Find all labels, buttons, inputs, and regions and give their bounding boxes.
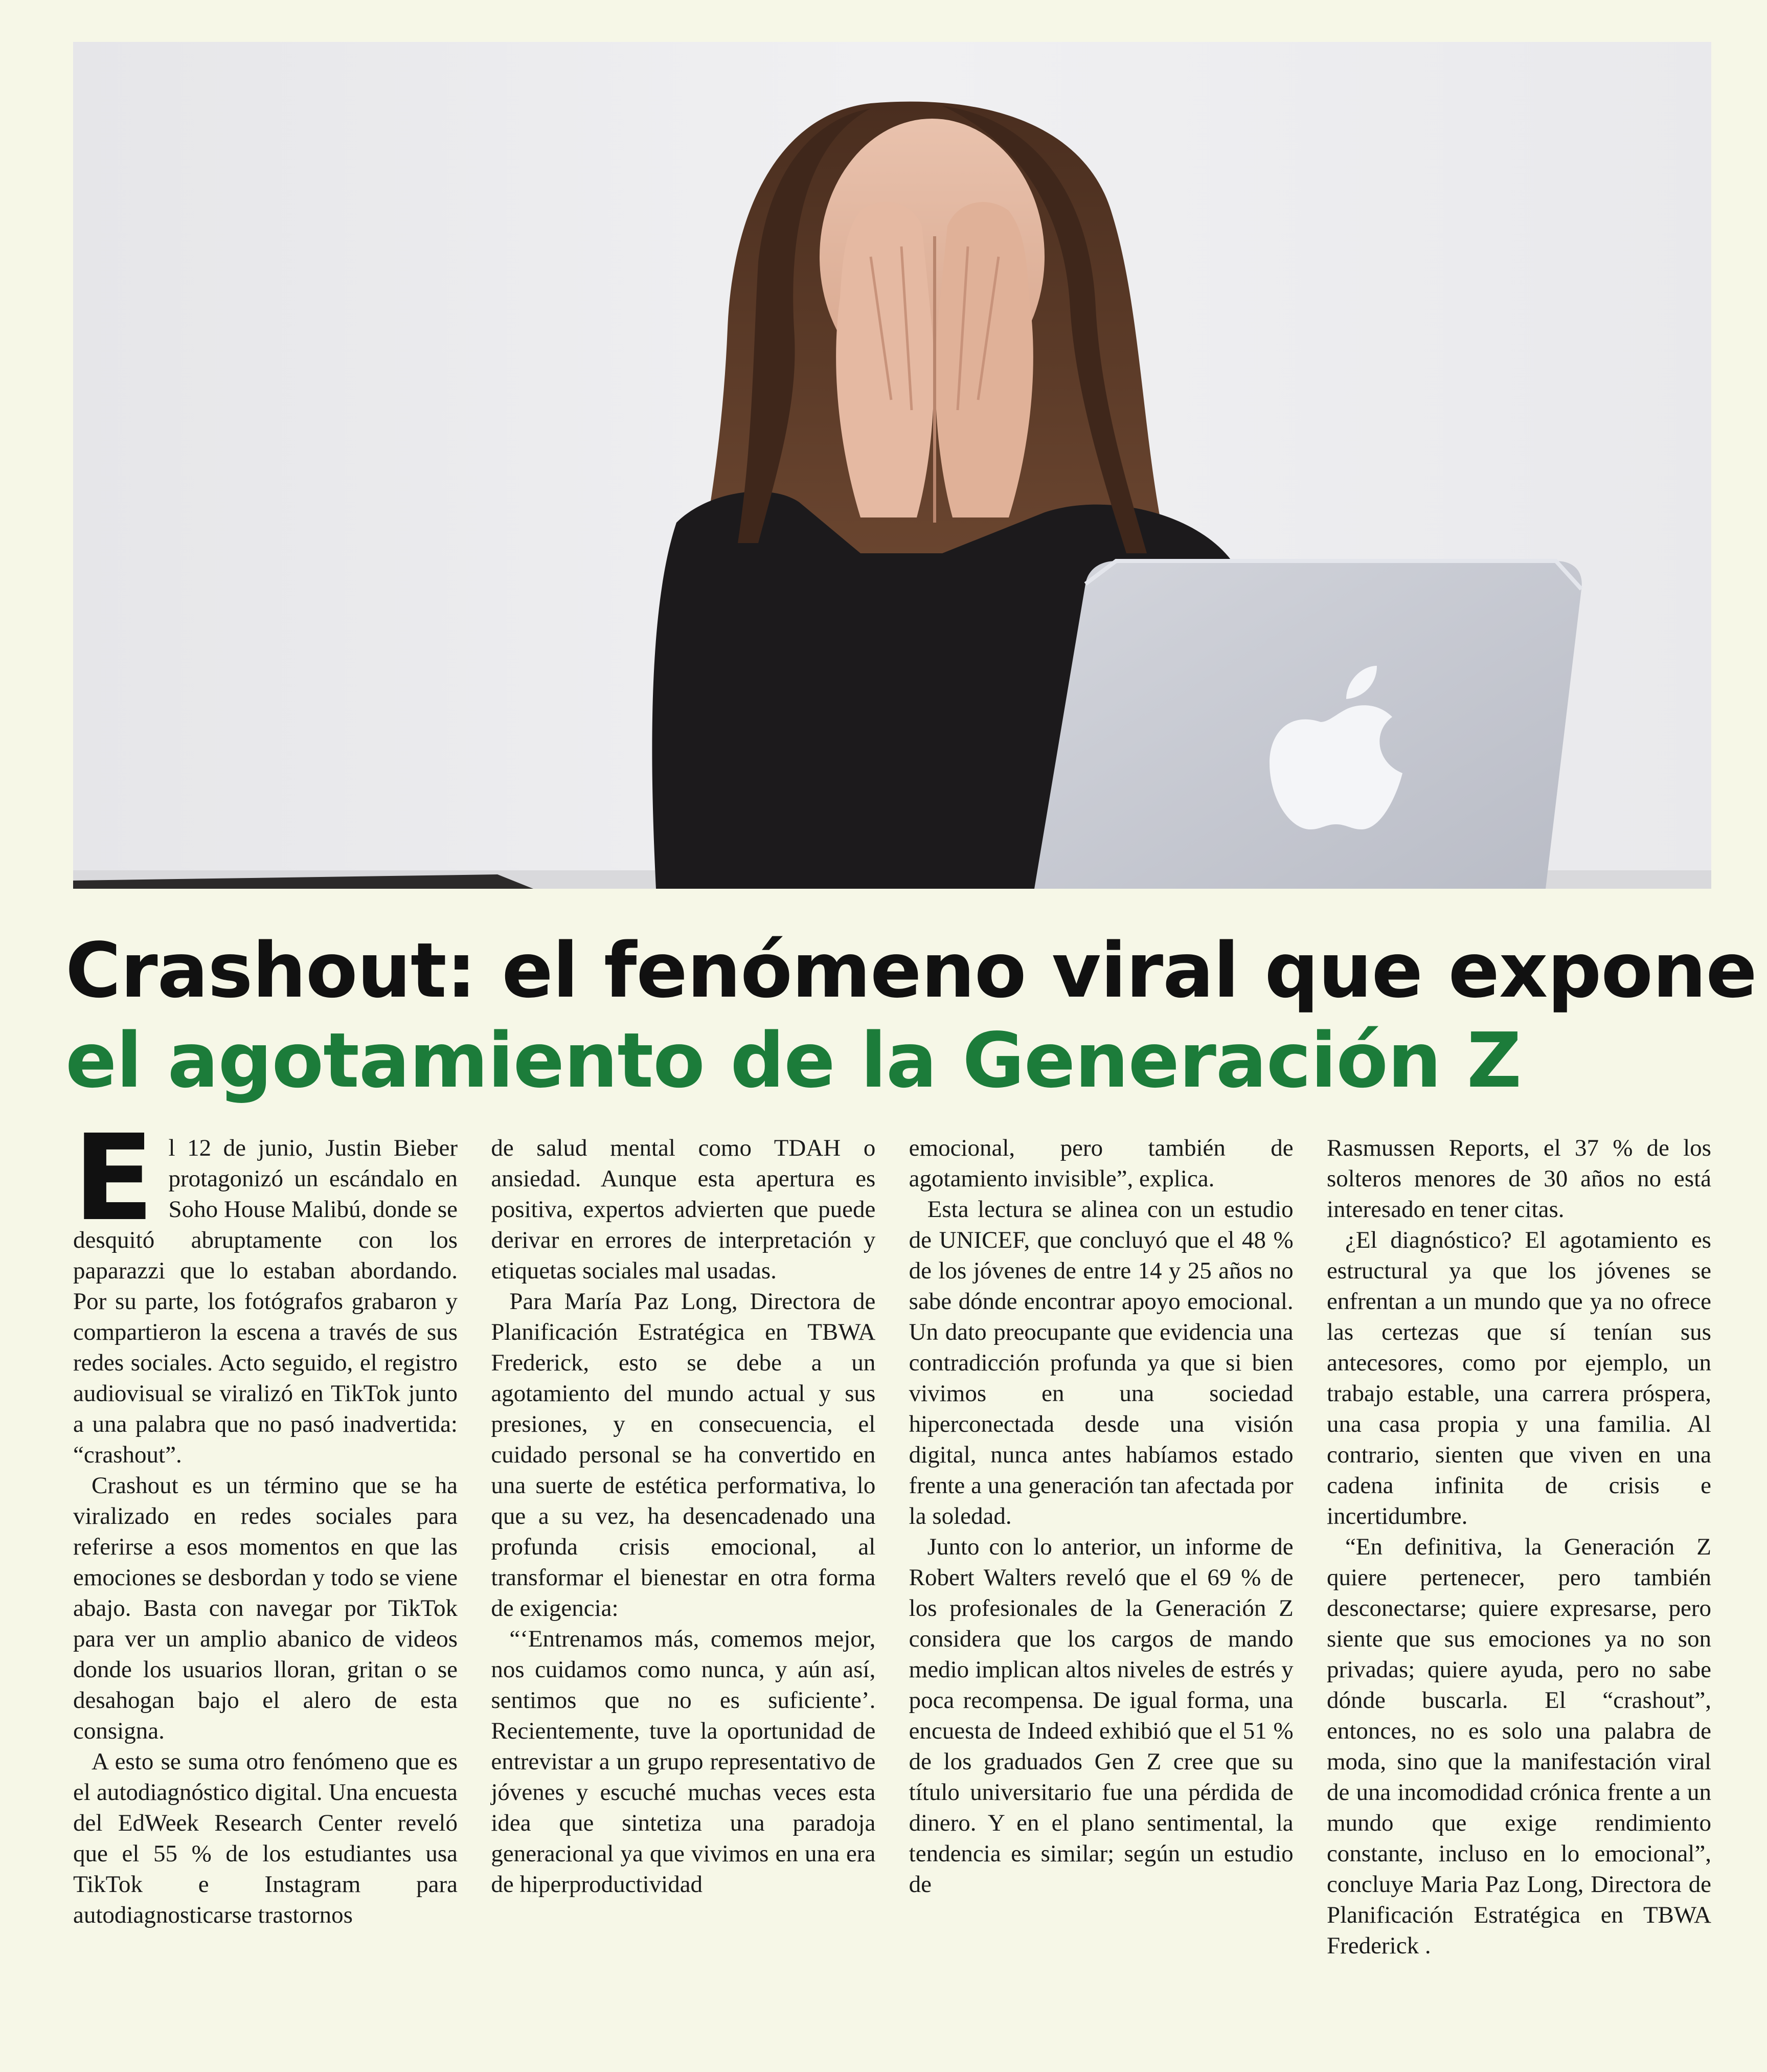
paragraph: Esta lectura se alinea con un estudio de UNICEF, que concluyó que el 48 % de los jóvenes de entre 14 y 25 años no sabe dónde encontrar apoyo emocional. Un dato preocupante que evidencia una contradicción profunda ya que si bien vivimos en una sociedad hiperconectada desde una visión digital, nunca antes habíamos estado frente a una generación tan afectada por la soledad. bbox=[909, 1196, 1294, 1529]
paragraph: l 12 de junio, Justin Bieber protagonizó un escándalo en Soho House Malibú, donde se desquitó abruptamente con los paparazzi que lo estaban abordando. Por su parte, los fotógrafos grabaron y compartieron la escena a través de sus redes sociales. Acto seguido, el registro audiovisual se viralizó en TikTok junto a una palabra que no pasó inadvertida: “crashout”. bbox=[73, 1135, 458, 1468]
paragraph: A esto se suma otro fenómeno que es el autodiagnóstico digital. Una encuesta del EdWeek Research Center reveló que el 55 % de los estudiantes usa TikTok e Instagram para autodiagnosticarse trastornos bbox=[73, 1748, 458, 1928]
paragraph: “En definitiva, la Generación Z quiere pertenecer, pero también desconectarse; quiere expresarse, pero siente que sus emociones ya no son privadas; quiere ayuda, pero no sabe dónde buscarla. El “crashout”, entonces, no es solo una palabra de moda, sino que la manifestación viral de una incomodidad crónica frente a un mundo que exige rendimiento constante, incluso en lo emocional”, concluye Maria Paz Long, Directora de Planificación Estratégica en TBWA Frederick . bbox=[1326, 1534, 1711, 1959]
paragraph: de salud mental como TDAH o ansiedad. Aunque esta apertura es positiva, expertos advierten que puede derivar en errores de interpretación y etiquetas sociales mal usadas. bbox=[491, 1135, 876, 1284]
paragraph: Rasmussen Reports, el 37 % de los solteros menores de 30 años no está interesado en tener citas. bbox=[1326, 1135, 1711, 1223]
paragraph: ¿El diagnóstico? El agotamiento es estructural ya que los jóvenes se enfrentan a un mundo que ya no ofrece las certezas que sí tenían sus antecesores, como por ejemplo, un trabajo estable, una carrera próspera, una casa propia y una familia. Al contrario, sienten que viven en una cadena infinita de crisis e incertidumbre. bbox=[1326, 1227, 1711, 1529]
article-column-1 bbox=[73, 1109, 458, 2007]
paragraph: emocional, pero también de agotamiento invisible”, explica. bbox=[909, 1135, 1294, 1192]
article-body bbox=[73, 1109, 1711, 2007]
article-column-2 bbox=[491, 1133, 875, 2007]
woman-covering-face-at-laptop-photo bbox=[73, 42, 1711, 889]
article-column-4 bbox=[1327, 1133, 1711, 2007]
paragraph: Crashout es un término que se ha viralizado en redes sociales para referirse a esos momentos en que las emociones se desbordan y todo se viene abajo. Basta con navegar por TikTok para ver un amplio abanico de videos donde los usuarios lloran, gritan o se desahogan bajo el alero de esta consigna. bbox=[73, 1472, 458, 1744]
headline-line-2: el agotamiento de la Generación Z bbox=[65, 1017, 1522, 1105]
headline-line-1: Crashout: el fenómeno viral que expone bbox=[65, 927, 1757, 1015]
paragraph: “‘Entrenamos más, comemos mejor, nos cuidamos como nunca, y aún así, sentimos que no es suficiente’. Recientemente, tuve la oportunidad de entrevistar a un grupo representativo de jóvenes y escuché muchas veces esta idea que sintetiza una paradoja generacional ya que vivimos en una era de hiperproductividad bbox=[491, 1626, 876, 1898]
paragraph: Junto con lo anterior, un informe de Robert Walters reveló que el 69 % de los profesionales de la Generación Z considera que los cargos de mando medio implican altos niveles de estrés y poca recompensa. De igual forma, una encuesta de Indeed exhibió que el 51 % de los graduados Gen Z cree que su título universitario fue una pérdida de dinero. Y en el plano sentimental, la tendencia es similar; según un estudio de bbox=[909, 1534, 1294, 1898]
drop-cap: E bbox=[73, 1109, 154, 1247]
article-column-3 bbox=[909, 1133, 1294, 2007]
paragraph: Para María Paz Long, Directora de Planificación Estratégica en TBWA Frederick, esto se debe a un agotamiento del mundo actual y sus presiones, y en consecuencia, el cuidado personal se ha convertido en una suerte de estética performativa, lo que a su vez, ha desencadenado una profunda crisis emocional, al transformar el bienestar en otra forma de exigencia: bbox=[491, 1288, 876, 1621]
article-headline bbox=[65, 926, 1757, 1106]
article-photo-illustration bbox=[73, 42, 1711, 889]
